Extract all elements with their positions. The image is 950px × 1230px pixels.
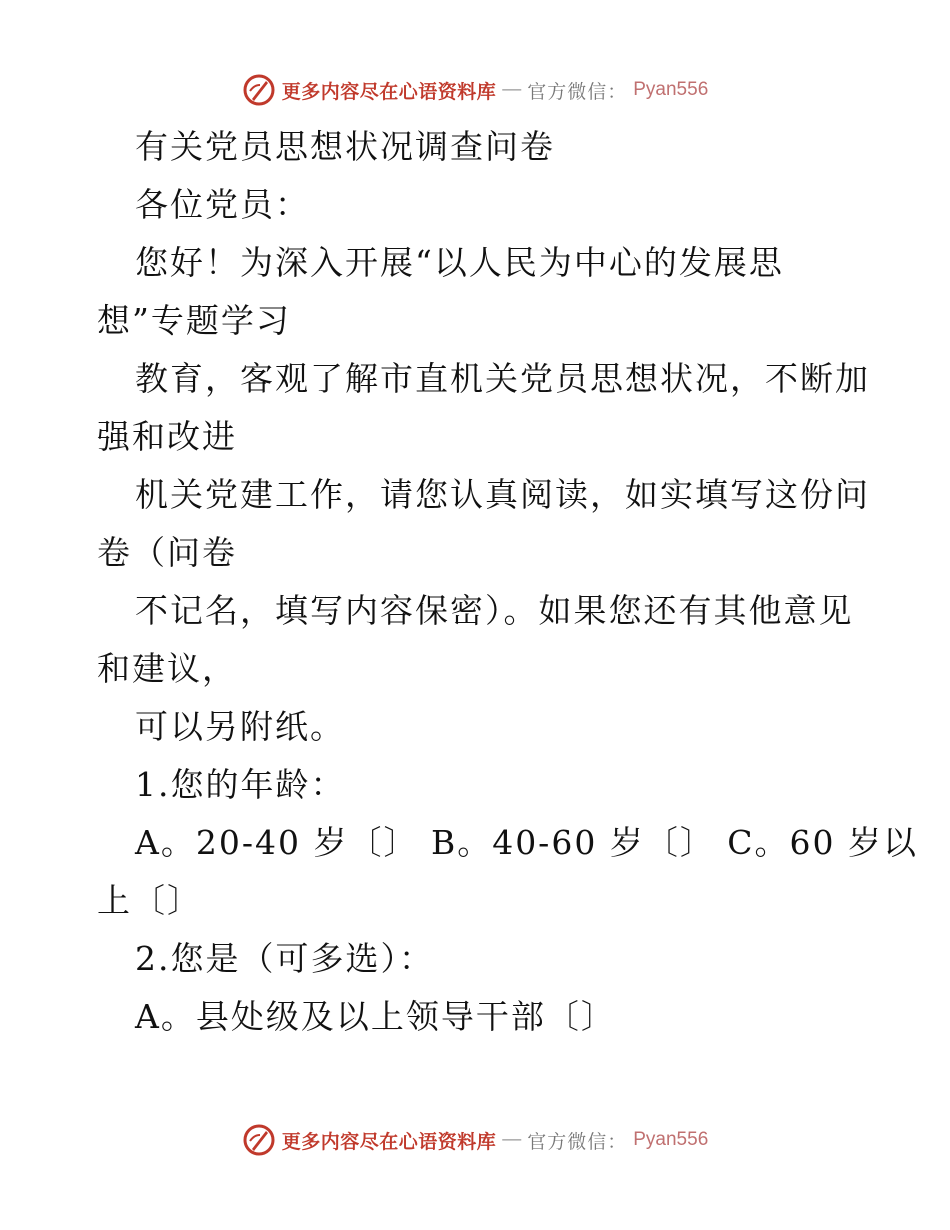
intro-line-7: 不记名，填写内容保密）。如果您还有其他意见: [135, 591, 854, 630]
watermark-wechat-id: Pyan556: [633, 1129, 709, 1150]
document-body: [97, 118, 919, 1046]
intro-line-9: 可以另附纸。: [135, 707, 345, 746]
intro-line-3: 教育，客观了解市直机关党员思想状况，不断加: [135, 359, 870, 398]
watermark-title: 更多内容尽在心语资料库: [281, 80, 497, 103]
intro-line-4: 强和改进: [97, 417, 237, 456]
header-watermark: [0, 70, 950, 110]
intro-line-8: 和建议，: [97, 649, 237, 688]
question-2-option-a: A。县处级及以上领导干部〔〕: [135, 997, 616, 1036]
question-1: 1.您的年龄：: [135, 765, 346, 804]
watermark-wechat-label: 官方微信：: [527, 80, 628, 103]
watermark-wechat-label: 官方微信：: [527, 1130, 628, 1153]
question-1-options: A。20-40 岁〔〕 B。40-60 岁〔〕 C。60 岁以: [135, 823, 919, 862]
watermark-wechat-id: Pyan556: [633, 79, 709, 100]
question-1-options-cont: 上〔〕: [97, 881, 202, 920]
question-2: 2.您是（可多选）：: [135, 939, 434, 978]
watermark-dash: —: [502, 79, 522, 100]
salutation: 各位党员：: [135, 185, 310, 224]
footer-watermark: [0, 1120, 950, 1160]
intro-line-1: 您好！为深入开展“以人民为中心的发展思: [135, 243, 784, 282]
intro-line-6: 卷（问卷: [97, 533, 237, 572]
watermark-dash: —: [502, 1129, 522, 1150]
intro-line-5: 机关党建工作，请您认真阅读，如实填写这份问: [135, 475, 870, 514]
quill-logo-icon: [242, 1123, 276, 1157]
quill-logo-icon: [242, 73, 276, 107]
intro-line-2: 想”专题学习: [97, 301, 291, 340]
watermark-title: 更多内容尽在心语资料库: [281, 1130, 497, 1153]
document-title: 有关党员思想状况调查问卷: [135, 127, 555, 166]
